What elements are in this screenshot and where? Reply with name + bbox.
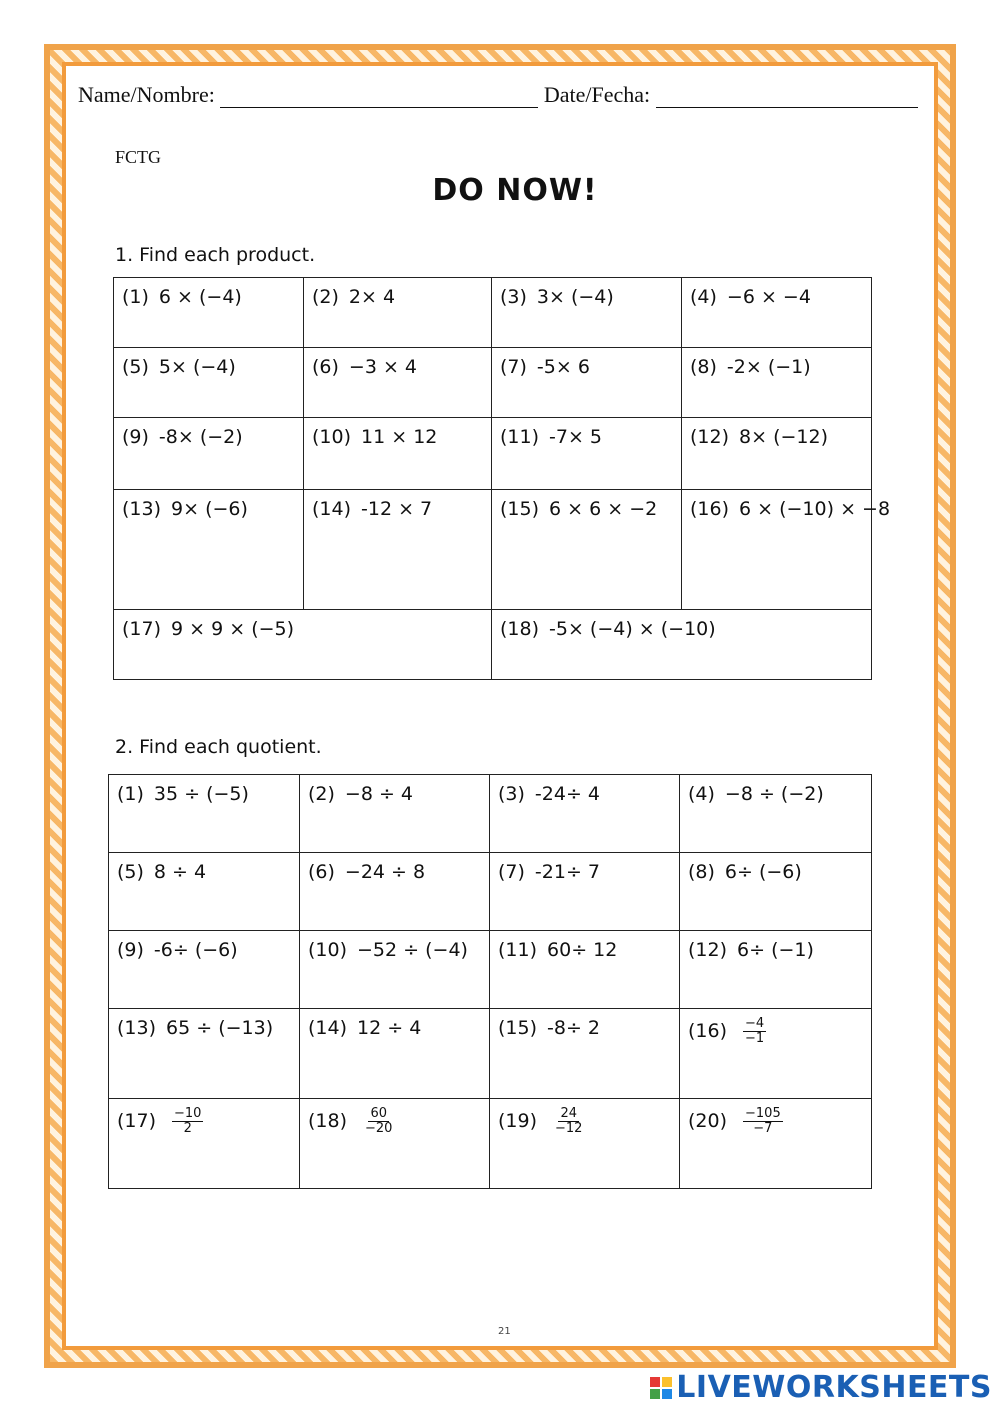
- problem-cell[interactable]: [114, 278, 304, 348]
- problem-number: (14): [312, 498, 352, 520]
- table-row: [109, 853, 872, 931]
- student-info-line: [78, 82, 928, 108]
- problem-number: (7): [498, 861, 525, 883]
- problem-cell[interactable]: [682, 348, 872, 418]
- problem-number: (1): [122, 286, 149, 308]
- problem-number: (18): [308, 1110, 348, 1133]
- problem-number: (18): [500, 618, 540, 640]
- problem-cell[interactable]: [114, 418, 304, 490]
- problem-number: (8): [690, 356, 717, 378]
- problem-cell[interactable]: [304, 490, 492, 610]
- problem-expression: -24÷ 4: [534, 783, 601, 805]
- problem-number: (3): [498, 783, 525, 805]
- problem-cell[interactable]: [304, 278, 492, 348]
- problem-cell[interactable]: [114, 348, 304, 418]
- problem-cell[interactable]: [490, 1099, 680, 1189]
- problem-number: (3): [500, 286, 527, 308]
- problem-expression: -5× 6: [536, 356, 590, 378]
- problem-cell[interactable]: [109, 775, 300, 853]
- problem-cell[interactable]: [490, 1009, 680, 1099]
- problem-number: (8): [688, 861, 715, 883]
- table-row: [109, 775, 872, 853]
- problem-number: (17): [117, 1110, 157, 1133]
- problem-cell[interactable]: [300, 931, 490, 1009]
- problem-cell[interactable]: [682, 490, 891, 610]
- problem-expression: −8 ÷ 4: [344, 783, 414, 805]
- problem-number: (11): [498, 939, 538, 961]
- problem-expression: −6 × −4: [726, 286, 811, 308]
- problem-cell[interactable]: [492, 490, 682, 610]
- products-heading: 1. Find each product.: [115, 244, 316, 266]
- fraction-numerator: −105: [745, 1106, 781, 1121]
- problem-expression: -2× (−1): [726, 356, 811, 378]
- problem-expression: 5× (−4): [158, 356, 236, 378]
- problem-expression: −3 × 4: [348, 356, 418, 378]
- problem-expression: −52 ÷ (−4): [357, 939, 468, 961]
- fraction-denominator: −1: [745, 1031, 765, 1047]
- problem-number: (7): [500, 356, 527, 378]
- products-table: [113, 277, 891, 680]
- problem-cell[interactable]: [492, 348, 682, 418]
- problem-number: (15): [498, 1017, 538, 1039]
- problem-number: (4): [688, 783, 715, 805]
- problem-cell[interactable]: [682, 418, 872, 490]
- brand-logo-icon: [650, 1377, 672, 1399]
- problem-cell[interactable]: [114, 490, 304, 610]
- worksheet-code: FCTG: [115, 147, 162, 167]
- problem-number: (19): [498, 1110, 538, 1133]
- problem-cell[interactable]: [109, 1009, 300, 1099]
- problem-expression: -12 × 7: [361, 498, 433, 520]
- problem-number: (11): [500, 426, 540, 448]
- problem-expression: 3× (−4): [536, 286, 614, 308]
- fraction-denominator: −7: [753, 1121, 773, 1137]
- problem-expression: 6÷ (−6): [724, 861, 802, 883]
- problem-number: (6): [312, 356, 339, 378]
- table-row: [114, 278, 872, 348]
- problem-expression: 6 × (−10) × −8: [739, 498, 891, 520]
- fraction-numerator: 24: [560, 1106, 577, 1121]
- problem-cell[interactable]: [109, 931, 300, 1009]
- problem-expression: 6 × 6 × −2: [549, 498, 658, 520]
- problem-expression: 2× 4: [348, 286, 396, 308]
- fraction-numerator: −10: [174, 1106, 202, 1121]
- problem-expression: 12 ÷ 4: [357, 1017, 422, 1039]
- problem-expression: 60÷ 12: [547, 939, 618, 961]
- problem-number: (2): [312, 286, 339, 308]
- problem-expression: -8÷ 2: [547, 1017, 601, 1039]
- problem-expression: 6÷ (−1): [737, 939, 814, 961]
- problem-expression: 65 ÷ (−13): [166, 1017, 274, 1039]
- problem-cell[interactable]: [680, 931, 872, 1009]
- problem-cell[interactable]: [304, 348, 492, 418]
- problem-cell[interactable]: [680, 1009, 872, 1099]
- problem-number: (14): [308, 1017, 348, 1039]
- problem-expression: 6 × (−4): [158, 286, 242, 308]
- problem-expression: -7× 5: [549, 426, 603, 448]
- problem-cell[interactable]: [680, 1099, 872, 1189]
- table-row: [114, 490, 872, 610]
- page-number: 21: [498, 1326, 511, 1337]
- problem-cell[interactable]: [492, 418, 682, 490]
- date-field[interactable]: [656, 87, 918, 108]
- problem-number: (4): [690, 286, 717, 308]
- problem-cell[interactable]: [490, 853, 680, 931]
- problem-expression: -6÷ (−6): [153, 939, 238, 961]
- fraction: [743, 1107, 783, 1137]
- table-row: [114, 418, 872, 490]
- problem-number: (9): [122, 426, 149, 448]
- problem-number: (13): [117, 1017, 157, 1039]
- problem-number: (12): [690, 426, 730, 448]
- table-row: [114, 348, 872, 418]
- problem-cell[interactable]: [682, 278, 872, 348]
- name-field[interactable]: [220, 87, 538, 108]
- problem-number: (16): [690, 498, 730, 520]
- fraction: [553, 1107, 584, 1137]
- problem-cell[interactable]: [109, 1099, 300, 1189]
- problem-number: (5): [122, 356, 149, 378]
- problem-expression: 9 × 9 × (−5): [171, 618, 295, 640]
- problem-expression: 9× (−6): [171, 498, 248, 520]
- problem-cell[interactable]: [300, 1009, 490, 1099]
- table-row: [114, 610, 872, 680]
- fraction-numerator: −4: [745, 1016, 765, 1031]
- page-title: DO NOW!: [432, 173, 598, 208]
- problem-number: (15): [500, 498, 540, 520]
- problem-expression: 11 × 12: [361, 426, 438, 448]
- problem-number: (16): [688, 1020, 728, 1043]
- problem-number: (5): [117, 861, 144, 883]
- problem-cell[interactable]: [109, 853, 300, 931]
- problem-cell[interactable]: [490, 931, 680, 1009]
- problem-cell[interactable]: [492, 278, 682, 348]
- problem-number: (2): [308, 783, 335, 805]
- table-row: [109, 1009, 872, 1099]
- fraction-denominator: 2: [183, 1121, 192, 1137]
- problem-cell[interactable]: [300, 1099, 490, 1189]
- problem-expression: −8 ÷ (−2): [724, 783, 824, 805]
- problem-number: (12): [688, 939, 728, 961]
- date-label: Date/Fecha:: [543, 82, 651, 107]
- problem-number: (10): [308, 939, 348, 961]
- problem-expression: -5× (−4) × (−10): [549, 618, 716, 640]
- fraction: [743, 1017, 766, 1047]
- table-row: [109, 931, 872, 1009]
- fraction: [172, 1107, 203, 1137]
- problem-number: (9): [117, 939, 144, 961]
- fraction-denominator: −12: [555, 1121, 583, 1137]
- name-label: Name/Nombre:: [78, 82, 215, 107]
- problem-number: (17): [122, 618, 162, 640]
- problem-expression: -21÷ 7: [534, 861, 601, 883]
- problem-cell[interactable]: [680, 775, 872, 853]
- problem-number: (6): [308, 861, 335, 883]
- fraction-denominator: −20: [365, 1121, 393, 1137]
- problem-number: (1): [117, 783, 144, 805]
- problem-cell[interactable]: [492, 610, 872, 680]
- problem-cell[interactable]: [680, 853, 872, 931]
- problem-expression: −24 ÷ 8: [344, 861, 426, 883]
- problem-number: (10): [312, 426, 352, 448]
- problem-number: (20): [688, 1110, 728, 1133]
- table-row: [109, 1099, 872, 1189]
- problem-cell[interactable]: [490, 775, 680, 853]
- problem-cell[interactable]: [300, 853, 490, 931]
- brand-name: LIVEWORKSHEETS: [676, 1370, 992, 1405]
- problem-cell[interactable]: [300, 775, 490, 853]
- problem-expression: 8× (−12): [739, 426, 828, 448]
- fraction: [363, 1107, 394, 1137]
- quotients-heading: 2. Find each quotient.: [115, 736, 322, 758]
- problem-cell[interactable]: [114, 610, 492, 680]
- problem-expression: 8 ÷ 4: [153, 861, 207, 883]
- problem-number: (13): [122, 498, 162, 520]
- problem-cell[interactable]: [304, 418, 492, 490]
- problem-expression: 35 ÷ (−5): [153, 783, 249, 805]
- fraction-numerator: 60: [370, 1106, 387, 1121]
- quotients-table: [108, 774, 872, 1189]
- brand-logo: [650, 1370, 992, 1405]
- problem-expression: -8× (−2): [158, 426, 243, 448]
